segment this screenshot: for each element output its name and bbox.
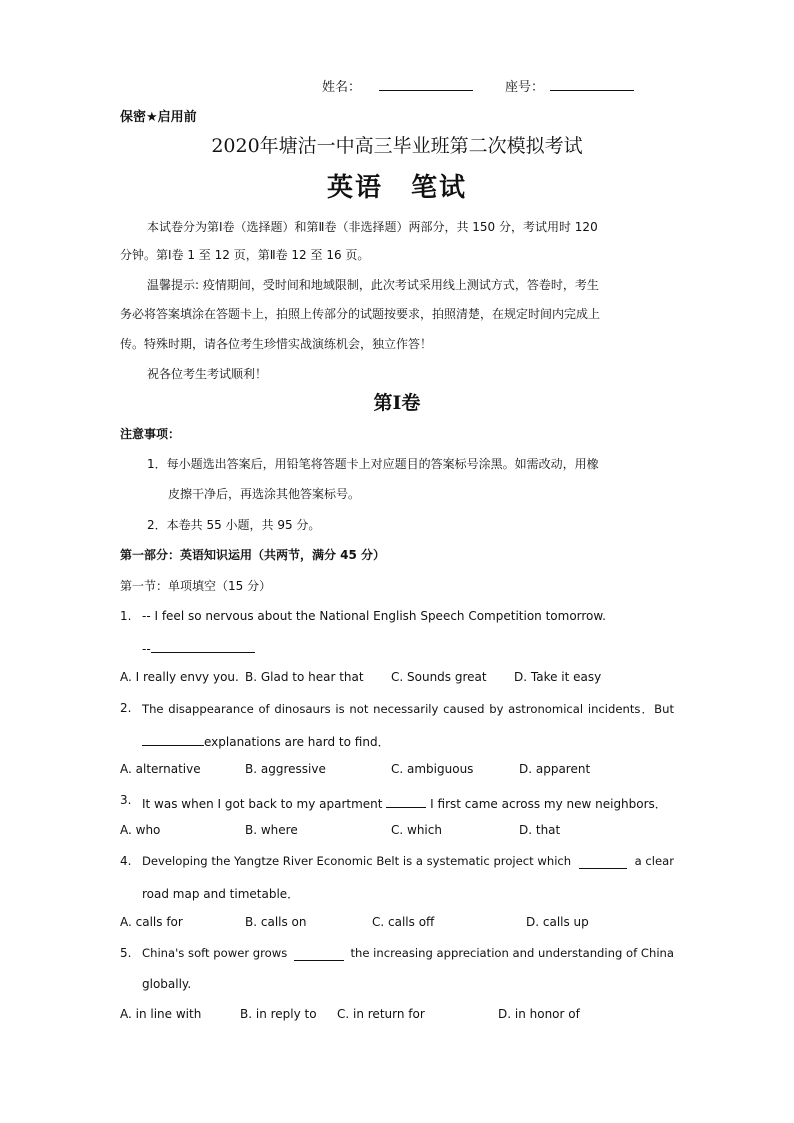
q3-option-b: B. where — [245, 823, 298, 837]
question-1-line-2 — [142, 638, 255, 656]
question-3-text-b: I first came across my new neighbors． — [430, 797, 667, 811]
question-4-line-1 — [142, 854, 674, 869]
answer-blank — [579, 854, 627, 869]
question-2-line-2-text: explanations are hard to find． — [204, 735, 390, 749]
part1-heading: 第一部分：英语知识运用（共两节，满分 45 分） — [120, 548, 386, 562]
secret-label: 保密★启用前 — [120, 110, 197, 125]
subject-title: 英语 笔试 — [326, 173, 467, 203]
question-1-dash: -- — [142, 642, 151, 656]
exam-title: 2020年塘沽一中高三毕业班第二次模拟考试 — [211, 135, 583, 157]
q4-option-a: A. calls for — [120, 915, 183, 929]
question-1-number: 1. — [120, 609, 132, 623]
intro-line-2: 分钟。第Ⅰ卷 1 至 12 页，第Ⅱ卷 12 至 16 页。 — [120, 248, 370, 262]
question-2-line-2 — [142, 731, 390, 750]
seat-label: 座号： — [505, 80, 545, 95]
section1-heading: 第一节：单项填空（15 分） — [120, 579, 272, 593]
question-3-number: 3. — [120, 793, 132, 807]
question-4-line-2: road map and timetable． — [142, 887, 300, 901]
answer-blank — [142, 731, 204, 746]
intro-line-1: 本试卷分为第Ⅰ卷（选择题）和第Ⅱ卷（非选择题）两部分，共 150 分，考试用时 120 — [147, 220, 598, 234]
name-blank — [379, 76, 473, 91]
question-1-line-1: -- I feel so nervous about the National English Speech Competition tomorrow. — [142, 609, 606, 623]
q1-option-b: B. Glad to hear that — [245, 670, 364, 684]
answer-blank — [386, 793, 426, 808]
question-5-text-b: the increasing appreciation and understanding of China — [350, 946, 674, 960]
question-5-text-a: China's soft power grows — [142, 946, 288, 960]
question-5-line-1 — [142, 946, 674, 961]
note-item-2: 2．本卷共 55 小题，共 95 分。 — [147, 518, 321, 532]
q2-option-a: A. alternative — [120, 762, 201, 776]
answer-blank — [294, 946, 344, 961]
question-2-number: 2. — [120, 701, 132, 715]
question-5-line-2: globally. — [142, 977, 192, 991]
note-item-1a: 1．每小题选出答案后，用铅笔将答题卡上对应题目的答案标号涂黑。如需改动，用橡 — [147, 457, 599, 471]
seat-field — [505, 76, 634, 95]
question-4-text-b: a clear — [634, 854, 674, 868]
tip-line-1: 温馨提示: 疫情期间，受时间和地域限制，此次考试采用线上测试方式，答卷时，考生 — [147, 278, 599, 292]
question-4-number: 4. — [120, 854, 132, 868]
tip-line-2: 务必将答案填涂在答题卡上，拍照上传部分的试题按要求，拍照清楚，在规定时间内完成上 — [120, 307, 601, 321]
name-field — [322, 76, 473, 95]
question-3-text-a: It was when I got back to my apartment — [142, 797, 383, 811]
q2-option-c: C. ambiguous — [391, 762, 474, 776]
tip-line-3: 传。特殊时期，请各位考生珍惜实战演练机会，独立作答！ — [120, 337, 433, 351]
question-2-line-1: The disappearance of dinosaurs is not necessarily caused by astronomical incidents．But — [142, 702, 674, 716]
wish-line: 祝各位考生考试顺利！ — [147, 367, 268, 381]
q1-option-a: A. I really envy you. — [120, 670, 239, 684]
volume-title: 第Ⅰ卷 — [373, 392, 421, 414]
q1-option-c: C. Sounds great — [391, 670, 487, 684]
note-item-1b: 皮擦干净后，再选涂其他答案标号。 — [168, 487, 361, 501]
q4-option-c: C. calls off — [372, 915, 435, 929]
q3-option-c: C. which — [391, 823, 442, 837]
q5-option-d: D. in honor of — [498, 1007, 580, 1021]
q3-option-d: D. that — [519, 823, 561, 837]
q2-option-d: D. apparent — [519, 762, 591, 776]
q4-option-d: D. calls up — [526, 915, 589, 929]
name-label: 姓名： — [322, 80, 362, 95]
notes-heading: 注意事项： — [120, 427, 181, 441]
answer-blank — [151, 638, 255, 653]
q5-option-c: C. in return for — [337, 1007, 425, 1021]
question-3-line-1 — [142, 793, 667, 812]
q1-option-d: D. Take it easy — [514, 670, 602, 684]
q2-option-b: B. aggressive — [245, 762, 326, 776]
q5-option-b: B. in reply to — [240, 1007, 317, 1021]
q3-option-a: A. who — [120, 823, 161, 837]
q5-option-a: A. in line with — [120, 1007, 202, 1021]
question-4-text-a: Developing the Yangtze River Economic Belt is a systematic project which — [142, 854, 572, 868]
q4-option-b: B. calls on — [245, 915, 307, 929]
seat-blank — [550, 76, 634, 91]
question-5-number: 5. — [120, 946, 132, 960]
